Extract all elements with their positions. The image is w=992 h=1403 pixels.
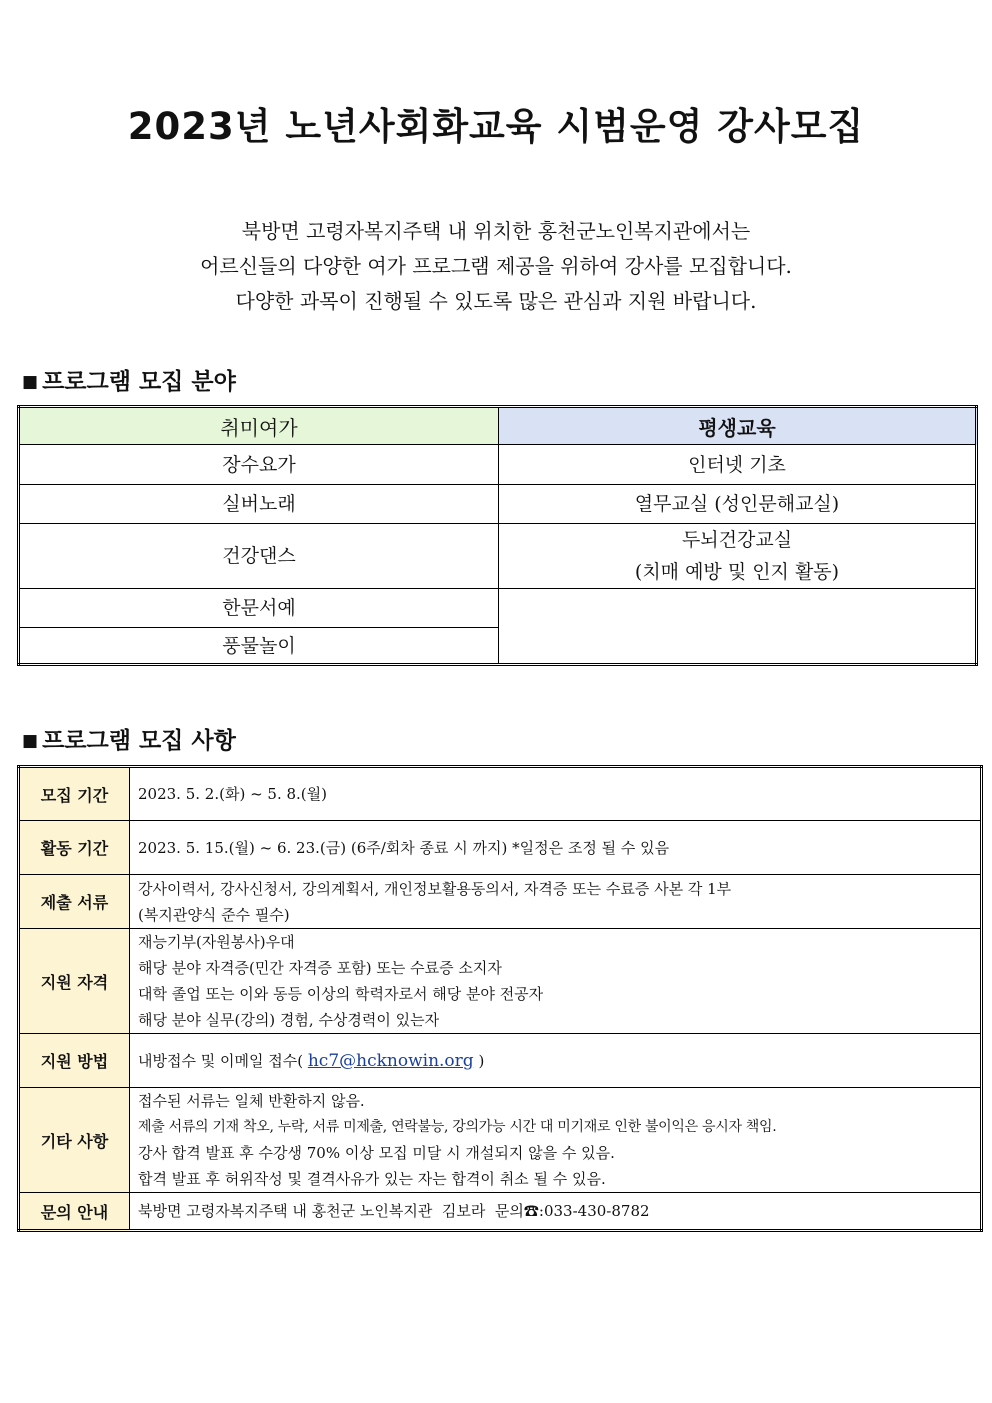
row-label: 문의 안내 xyxy=(19,1193,130,1231)
program-line: 두뇌건강교실 xyxy=(681,529,793,551)
value-line: 대학 졸업 또는 이와 동등 이상의 학력자로서 해당 분야 전공자 xyxy=(138,985,544,1003)
section-title: 프로그램 모집 사항 xyxy=(42,727,236,754)
value-line: (복지관양식 준수 필수) xyxy=(138,905,290,924)
program-cell: 실버노래 xyxy=(19,485,499,524)
value-line: 해당 분야 자격증(민간 자격증 포함) 또는 수료증 소지자 xyxy=(138,959,502,977)
method-text: 내방접수 및 이메일 접수( xyxy=(138,1051,304,1070)
table-row xyxy=(19,929,982,1034)
section-heading-programs xyxy=(22,363,236,396)
row-value: 2023. 5. 2.(화) ~ 5. 8.(월) xyxy=(130,767,982,821)
table-row xyxy=(19,524,977,589)
value-line: 제출 서류의 기재 착오, 누락, 서류 미제출, 연락불능, 강의가능 시간 대 미기재로 인한 불이익은 응시자 책임. xyxy=(138,1119,777,1135)
program-cell: 열무교실 (성인문해교실) xyxy=(499,485,977,524)
program-cell xyxy=(499,524,977,589)
table-header-row xyxy=(19,407,977,445)
program-line: (치매 예방 및 인지 활동) xyxy=(634,561,840,583)
intro-line: 어르신들의 다양한 여가 프로그램 제공을 위하여 강사를 모집합니다. xyxy=(200,254,792,278)
square-bullet-icon: ■ xyxy=(22,372,39,392)
intro-line: 다양한 과목이 진행될 수 있도록 많은 관심과 지원 바랍니다. xyxy=(235,289,757,313)
row-label: 기타 사항 xyxy=(19,1088,130,1193)
program-cell: 인터넷 기초 xyxy=(499,445,977,485)
email-link[interactable]: hc7@hcknowin.org xyxy=(307,1050,474,1071)
value-line: 해당 분야 실무(강의) 경험, 수상경력이 있는자 xyxy=(138,1011,440,1029)
row-label: 제출 서류 xyxy=(19,875,130,929)
contact-value: 북방면 고령자복지주택 내 홍천군 노인복지관 김보라 문의☎:033-430-8782 xyxy=(130,1193,982,1231)
row-value: 2023. 5. 15.(월) ~ 6. 23.(금) (6주/회차 종료 시 까지) *일정은 조정 될 수 있음 xyxy=(130,821,982,875)
table-row xyxy=(19,875,982,929)
row-label: 활동 기간 xyxy=(19,821,130,875)
row-value xyxy=(130,1034,982,1088)
hobby-header: 취미여가 xyxy=(19,407,499,445)
section-heading-details xyxy=(22,722,236,755)
value-line: 강사 합격 발표 후 수강생 70% 이상 모집 미달 시 개설되지 않을 수 있음. xyxy=(138,1144,615,1162)
program-cell: 장수요가 xyxy=(19,445,499,485)
row-label: 모집 기간 xyxy=(19,767,130,821)
empty-cell xyxy=(499,589,977,665)
intro-text xyxy=(0,214,992,319)
row-value xyxy=(130,1088,982,1193)
value-line: 재능기부(자원봉사)우대 xyxy=(138,933,295,951)
life-education-header: 평생교육 xyxy=(499,407,977,445)
program-cell: 풍물놀이 xyxy=(19,628,499,665)
intro-line: 북방면 고령자복지주택 내 위치한 홍천군노인복지관에서는 xyxy=(241,219,751,243)
row-label: 지원 자격 xyxy=(19,929,130,1034)
program-cell: 한문서예 xyxy=(19,589,499,628)
row-value xyxy=(130,929,982,1034)
program-cell: 건강댄스 xyxy=(19,524,499,589)
table-row xyxy=(19,445,977,485)
table-row xyxy=(19,1193,982,1231)
table-row xyxy=(19,1034,982,1088)
program-table xyxy=(17,405,978,666)
table-row xyxy=(19,485,977,524)
value-line: 합격 발표 후 허위작성 및 결격사유가 있는 자는 합격이 취소 될 수 있음. xyxy=(138,1170,606,1188)
section-title: 프로그램 모집 분야 xyxy=(42,368,236,395)
table-row xyxy=(19,767,982,821)
row-label: 지원 방법 xyxy=(19,1034,130,1088)
row-value xyxy=(130,875,982,929)
method-close: ) xyxy=(478,1051,485,1070)
table-row xyxy=(19,1088,982,1193)
table-row xyxy=(19,589,977,628)
recruitment-details-table xyxy=(17,765,983,1232)
page-title: 2023년 노년사회화교육 시범운영 강사모집 xyxy=(127,105,865,148)
square-bullet-icon: ■ xyxy=(22,731,39,751)
value-line: 강사이력서, 강사신청서, 강의계획서, 개인정보활용동의서, 자격증 또는 수료증 사본 각 1부 xyxy=(138,879,732,898)
value-line: 접수된 서류는 일체 반환하지 않음. xyxy=(138,1092,365,1110)
table-row xyxy=(19,821,982,875)
